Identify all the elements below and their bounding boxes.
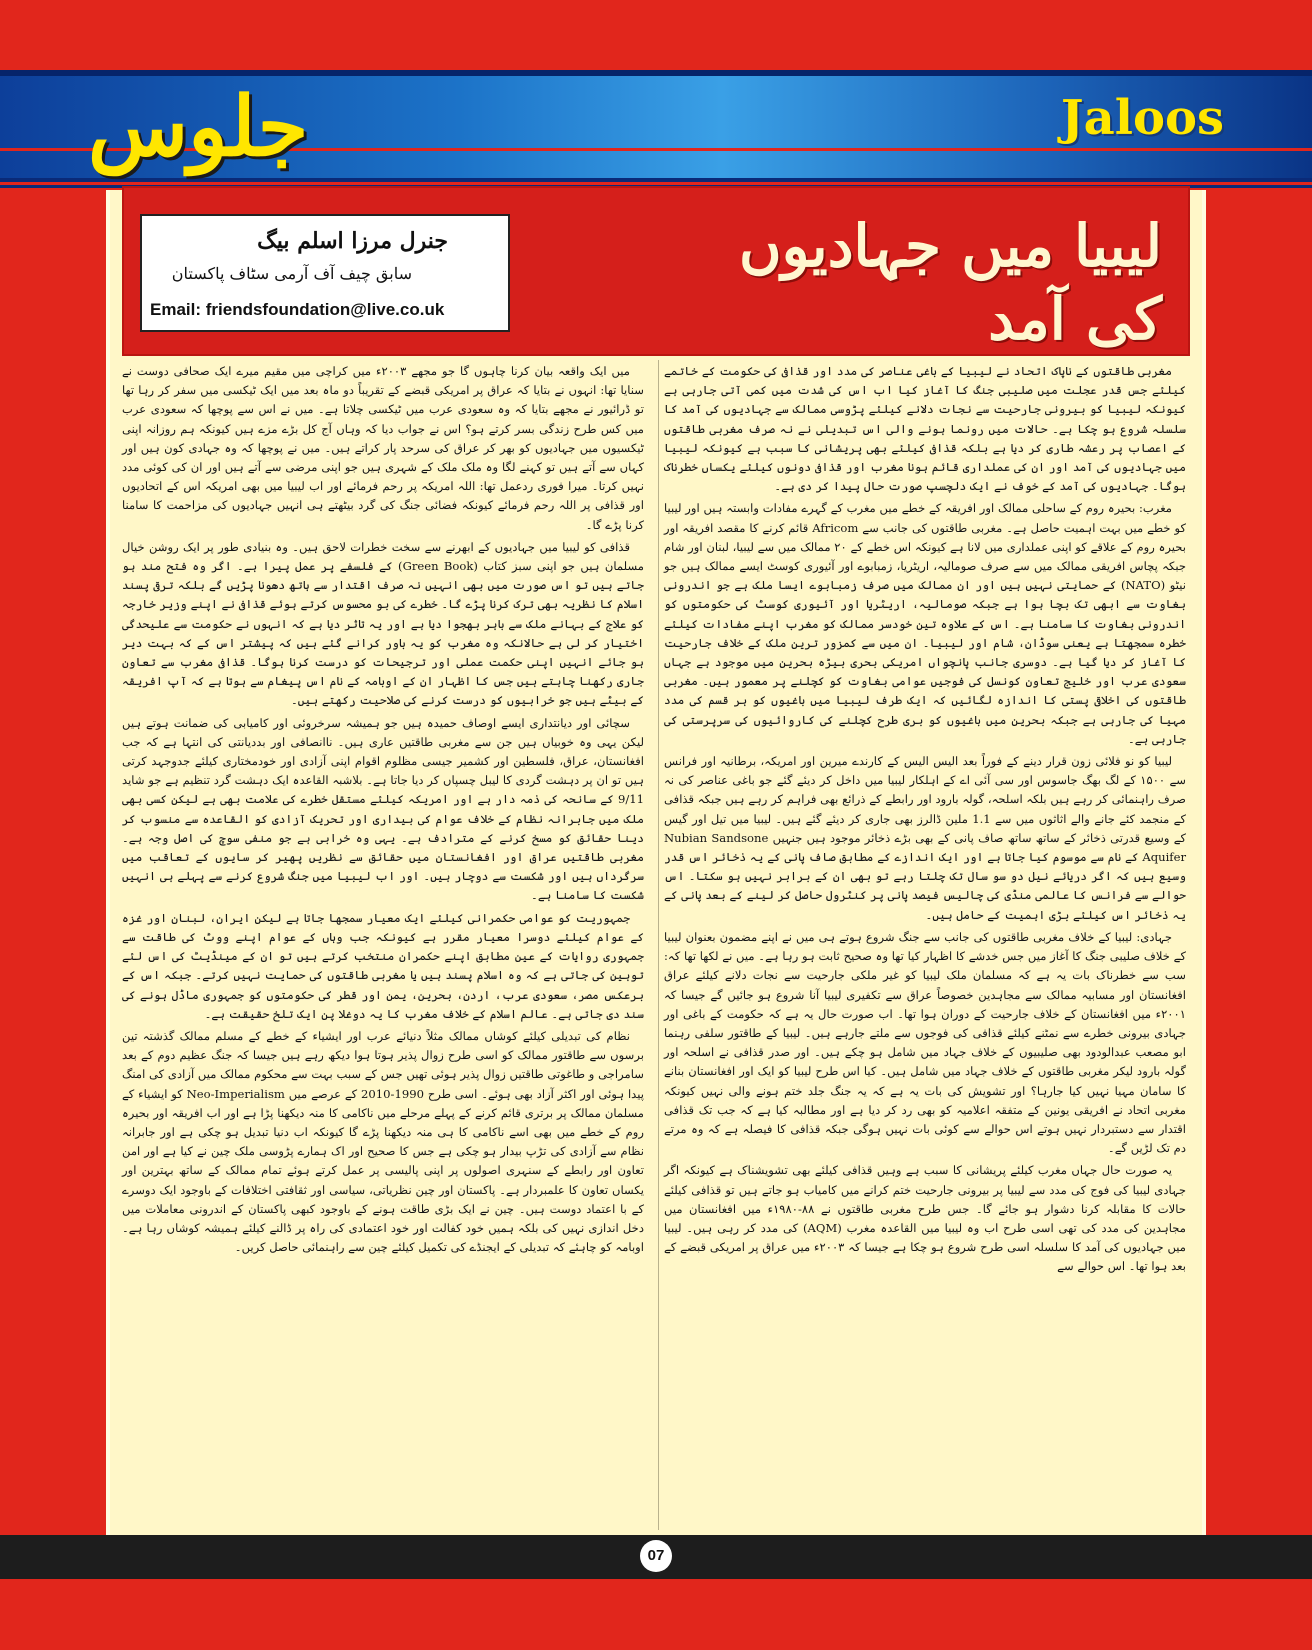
logo-urdu: جلوس	[88, 79, 309, 175]
author-title: سابق چیف آف آرمی سٹاف پاکستان	[171, 264, 412, 283]
author-email: Email: friendsfoundation@live.co.uk	[150, 300, 445, 319]
article-column-right	[664, 362, 1186, 1280]
logo-english: Jaloos	[1060, 90, 1224, 146]
article-paragraph: جمہوریت کو عوامی حکمرانی کیلئے ایک معیار سمجھا جاتا ہے لیکن ایران، لبنان اور غزہ کے عوام کیلئے دوسرا معیار مقرر ہے کیونکہ جب وہاں کے عوام اپنے ووٹ کی طاقت سے جمہوری روایات کے عین مطابق اپنے حکمران منتخب کرتے ہیں تو ان کے مینڈیٹ کی اس لئے توہین کی جاتی ہے کہ وہ اسلام پسند ہیں یا مغربی طاقتوں کی حمایت نہیں کرتے۔ جبکہ اس کے برعکس مصر، سعودی عرب، اردن، بحرین، یمن اور قطر کی حکومتوں کو جمہوری ماڈل ہونے کی سند دی جاتی ہے۔ عالم اسلام کے خلاف مغرب کا یہ دوغلا پن ایک تلخ حقیقت ہے۔	[122, 910, 644, 1021]
headline-banner	[122, 186, 1190, 356]
article-paragraph: مغربی طاقتوں کے ناپاک اتحاد نے لیبیا کے باغی عناصر کی مدد اور قذافی کی حکومت کے خاتمے کیلئے جس قدر عجلت میں صلیبی جنگ کا آغاز کیا اب اس کی شدت میں کمی آتی جارہی ہے کیونکہ لیبیا کو بیرونی جارحیت سے نجات دلانے کیلئے پڑوسی ممالک سے جہادیوں کی آمد کا سلسلہ شروع ہو چکا ہے۔ حالات میں رونما ہونے والی اس تبدیلی نے نہ صرف مغربی طاقتوں کے اعصاب پر رعشہ طاری کر دیا ہے بلکہ قذافی کیلئے بھی پریشانی کا سبب ہے کیونکہ لیبیا میں جہادیوں کی آمد اور ان کی عملداری قائم ہونا مغرب اور قذافی دونوں کیلئے یکساں خطرناک ہوگا۔ جہادیوں کی آمد کے خوف نے ایک دلچسپ صورت حال پیدا کر دی ہے۔	[664, 364, 1186, 494]
article-paragraph: جہادی: لیبیا کے خلاف مغربی طاقتوں کی جانب سے جنگ شروع ہوتے ہی میں نے اپنے مضمون بعنوان لیبیا کے خلاف صلیبی جنگ کا آغاز میں جس خدشے کا اظہار کیا تھا وہ صحیح ثابت ہو رہا ہے۔ میں نے لکھا تھا کہ: سب سے خطرناک بات یہ ہے کہ مسلمان ملک لیبیا کو غیر ملکی جارحیت سے نجات دلانے کیلئے عراق افغانستان اور مسابیہ ممالک سے مجاہدین خصوصاً عراق سے تکفیری لیبیا آنا شروع ہو جائیں گے جیسا کہ ۲۰۰۱ء میں افغانستان کے خلاف جارحیت کے دوران ہوا تھا۔ اب صورت حال یہ ہے کہ حکومت کے باغی اور جہادی بیرونی خطرے سے نمٹنے کیلئے قذافی کی فوجوں سے ملتے جارہے ہیں۔ لیبیا کے طاقتور سلفی رہنما ابو مصعب عبدالودود بھی صلیبیوں کے خلاف جہاد میں شامل ہو چکے ہیں۔ اور صدر قذافی نے اسلحہ اور گولہ بارود لیکر مغربی طاقتوں کے خلاف جہاد میں شامل ہیں۔ کیا اس طرح لیبیا کو ایک اور افغانستان بنانے کا سامان مہیا نہیں کیا جارہا؟ اور تشویش کی بات یہ ہے کہ یہ جنگ جلد ختم ہونے والی نہیں کیونکہ مغربی اتحاد نے افریقی یونین کے متفقہ اعلامیہ کو بھی رد کر دیا ہے اور مطالبہ کیا ہے کہ جب تک قذافی اقتدار سے دستبردار نہیں ہوتے اس حوالے سے کوئی بات نہیں ہوگی جبکہ قذافی کا فیصلہ ہے کہ وہ مرتے دم تک لڑیں گے۔	[664, 929, 1186, 1156]
author-name: جنرل مرزا اسلم بیگ	[257, 228, 448, 254]
article-paragraph: میں ایک واقعہ بیان کرنا چاہوں گا جو مجھے ۲۰۰۳ء میں کراچی میں مقیم میرے ایک صحافی دوست نے سنایا تھا: انہوں نے بتایا کہ عراق پر امریکی قبضے کے تقریباً دو ماہ بعد میں ایک ٹیکسی میں سفر کر رہا تھا تو ڈرائیور نے مجھے بتایا کہ وہ سعودی عرب میں ٹیکسی چلاتا ہے۔ میں نے اس سے پوچھا کہ سعودی عرب میں کس طرح زندگی بسر کرتے ہو؟ اس نے جواب دیا کہ وہاں آج کل بڑے مزے ہیں کیونکہ ہم روزانہ اپنی ٹیکسیوں میں جہادیوں کو بھر کر عراق کی سرحد پار کراتے ہیں۔ میں نے پوچھا کہ وہ جہادی کون ہیں اور کہاں سے آتے ہیں تو کہنے لگا وہ ملک ملک کے شہری ہیں جو اپنی مرضی سے آتے ہیں اور ان کی کوئی مدد نہیں کرتا۔ میرا فوری ردعمل تھا: اللہ امریکہ پر رحم فرمائے اور اب لیبیا میں بھی امریکہ اس کے اتحادیوں اور قذافی پر اللہ رحم فرمائے کیونکہ فضائی جنگ کی گرد بیٹھتے ہی انہیں جہادیوں کی مزاحمت کا سامنا کرنا پڑے گا۔	[122, 364, 644, 532]
headline-title: لیبیا میں جہادیوں کی آمد	[739, 212, 1162, 353]
article-paragraph: مغرب: بحیرہ روم کے ساحلی ممالک اور افریقہ کے خطے میں مغرب کے گہرے مفادات وابستہ ہیں اور لیبیا کو خطے میں بہت اہمیت حاصل ہے۔ مغربی طاقتوں کی جانب سے Africom قائم کرنے کا مقصد افریقہ اور بحیرہ روم کے علاقے کو اپنی عملداری میں لانا ہے کیونکہ اس خطے کے ۲۰ ممالک میں سے لیبیا، لبنان اور شام جبکہ پچاس افریقی ممالک میں سے صرف صومالیہ، اریٹریا، زمبابوے اور آئیوری کوسٹ ایسے ممالک ہیں جو نیٹو (NATO) کے حمایتی نہیں ہیں اور ان ممالک میں صرف زمبابوے ایسا ملک ہے جو اندرونی بغاوت سے ابھی تک بچا ہوا ہے جبکہ صومالیہ، اریٹریا اور آئیوری کوسٹ کی حکومتوں کو اندرونی بغاوت کا سامنا ہے۔ اس کے علاوہ تین خودسر ممالک کو مغرب اپنے مفادات کیلئے خطرہ سمجھتا ہے یعنی سوڈان، شام اور لیبیا۔ ان میں سے کمزور ترین ملک کے خلاف جارحیت کا آغاز کر دیا گیا ہے۔ دوسری جانب پانچواں امریکی بحری بیڑہ بحرین میں موجود ہے جہاں سعودی عرب اور خلیج تعاون کونسل کی فوجیں عوامی بغاوت کو کچلنے پر معمور ہیں۔ مغربی طاقتوں کی اخلاقی پستی کا اندازہ لگائیں کہ ایک طرف لیبیا میں باغیوں کو ہر قسم کی مدد مہیا کی جارہی ہے جبکہ بحرین میں باغیوں کو بری طرح کچلنے کی کاروائیوں کی سرپرستی کی جارہی ہے۔	[664, 501, 1186, 746]
article-column-left	[122, 362, 644, 1260]
masthead-stripe-top	[0, 70, 1312, 76]
article-paragraph: یہ صورت حال جہاں مغرب کیلئے پریشانی کا سبب ہے وہیں قذافی کیلئے بھی تشویشناک ہے کیونکہ اگر جہادی لیبیا کی فوج کی مدد سے لیبیا پر بیرونی جارحیت ختم کرانے میں کامیاب ہو جاتے ہیں تو قذافی کیلئے حالات کا مقابلہ کرنا دشوار ہو جائے گا۔ جس طرح مغربی طاقتوں نے ۸۸-۱۹۸۰ء میں افغانستان میں مجاہدین کی مدد کی تھی اسی طرح اب وہ لیبیا میں القاعدہ مغرب (AQM) کی مدد کر رہی ہیں۔ لیبیا میں جہادیوں کی آمد کا سلسلہ اسی طرح شروع ہو چکا ہے جیسا کہ ۲۰۰۳ء میں عراق پر امریکی قبضے کے بعد ہوا تھا۔ اس حوالے سے	[664, 1163, 1187, 1274]
article-paragraph: قذافی کو لیبیا میں جہادیوں کے ابھرنے سے سخت خطرات لاحق ہیں۔ وہ بنیادی طور پر ایک روشن خیال مسلمان ہیں جو اپنی سبز کتاب (Green Book) کے فلسفے پر عمل پیرا ہے۔ اگر وہ فتح مند ہو جاتے ہیں تو اس صورت میں بھی انہیں نہ صرف اقتدار سے ہاتھ دھونا پڑیں گے بلکہ ترقی پسند اسلام کا نظریہ بھی ترک کرنا پڑے گا۔ خطرے کی بو محسوس کرتے ہوئے قذافی نے اپنے وزیر خارجہ کو علاج کے بہانے ملک سے باہر بھجوا دیا ہے اور یہ تاثر دیا ہے کہ انہوں نے حکومت سے علیحدگی اختیار کر لی ہے حالانکہ وہ مغرب کو یہ باور کرانے گئے ہیں کہ پیشتر اس کے کہ بہت دیر ہو جائے انہیں اپنی حکمت عملی اور ترجیحات کو درست کرنا ہوگا۔ قذافی مغرب سے تعاون جاری رکھنا چاہتے ہیں جس کا اظہار ان کے اوبامہ کے نام اس پیغام سے ہوتا ہے کہ آپ افریقہ کے بیٹے ہیں جو خرابیوں کو درست کرنے کی صلاحیت رکھتے ہیں۔	[122, 539, 645, 708]
article-paragraph: لیبیا کو نو فلائی زون قرار دینے کے فوراً بعد الیس الیس کے کارندے میرین اور امریکہ، برطانیہ اور فرانس سے ۱۵۰۰ کے لگ بھگ جاسوس اور سی آئی اے کے اہلکار لیبیا میں داخل کر دیئے گئے جو باغی عناصر کی نہ صرف راہنمائی کر رہے ہیں بلکہ اسلحہ، گولہ بارود اور رابطے کے ذرائع بھی فراہم کر رہے ہیں جبکہ قذافی کے منجمد کئے جانے والے اثاثوں میں سے 1.1 ملین ڈالرز بھی جاری کر دیئے گئے ہیں۔ لیبیا میں تیل اور گیس کے وسیع قدرتی ذخائر کے ساتھ ساتھ صاف پانی کے بھی بڑے ذخائر موجود ہیں جنہیں Nubian Sandsone Aquifer کے نام سے موسوم کیا جاتا ہے اور ایک اندازے کے مطابق صاف پانی کے یہ ذخائر اس قدر وسیع ہیں کہ اگر دریائے نیل دو سو سال تک چلتا رہے تو بھی ان کے برابر نہیں ہو سکتا۔ اس حوالے سے فرانس کا عالمی منڈی کی چالیس فیصد پانی پر کنٹرول حاصل کر لینے کے بعد پانی کے یہ ذخائر اس کیلئے بڑی اہمیت کے حامل ہیں۔	[664, 754, 1187, 922]
page-number: 07	[640, 1540, 672, 1572]
article-paragraph: نظام کی تبدیلی کیلئے کوشاں ممالک مثلاً دنیائے عرب اور ایشیاء کے خطے کے مسلم ممالک گذشتہ تین برسوں سے طاقتور ممالک کو اسی طرح زوال پذیر ہوتا ہوا دیکھ رہے ہیں جیسا کہ جنگ عظیم دوم کے بعد سامراجی و طاغوتی طاقتیں زوال پذیر ہوئی تھیں جس کے سبب بہت سے محکوم ممالک میں آزادی کی امنگ پیدا ہوئی اور اکثر آزاد بھی ہوئے۔ اسی طرح 1990-2010 کے عرصے میں Neo-Imperialism کو ایشیاء کے مسلمان ممالک پر برتری قائم کرنے کے پہلے مرحلے میں ناکامی کا منہ دیکھنا پڑا ہے اور اب افریقہ اور بحیرہ روم کے خطے میں بھی اسے ناکامی کا ہی منہ دیکھنا پڑے گا کیونکہ اب دنیا تبدیل ہو چکی ہے اور جابرانہ نظام سے آزادی کی تڑپ بیدار ہو چکی ہے جس کا صحیح اور اک ہمارے پڑوسی ملک چین نے کیا ہے اور امن تعاون اور رابطے کے سنہری اصولوں پر اپنی پالیسی پر عمل کرتے ہوئے تمام ممالک کے ساتھ بہترین اور یکساں تعاون کا علمبردار ہے۔ پاکستان اور چین نظریاتی، سیاسی اور ثقافتی اختلافات کے باوجود ایک دوسرے کے با اعتماد دوست ہیں۔ چین نے ایک بڑی طاقت ہونے کے باوجود کبھی پاکستان کے اندرونی معاملات میں دخل اندازی نہیں کی بلکہ ہمیں خود کفالت اور خود اعتمادی کی راہ پر ڈالنے کیلئے ہمیشہ کوشاں رہا ہے۔ اوبامہ کو چاہئے کہ تبدیلی کے ایجنڈے کی تکمیل کیلئے چین سے راہنمائی حاصل کریں۔	[122, 1028, 644, 1255]
article-paragraph: سچائی اور دیانتداری ایسے اوصاف حمیدہ ہیں جو ہمیشہ سرخروئی اور کامیابی کی ضمانت ہوتے ہیں لیکن یہی وہ خوبیاں ہیں جن سے مغربی طاقتیں عاری ہیں۔ ناانصافی اور بددیانتی کی انتہا ہے کہ جب افغانستان، عراق، فلسطین اور کشمیر جیسی مظلوم اقوام اپنی آزادی اور خودمختاری کیلئے جدوجہد کرتی ہیں تو ان پر دہشت گردی کا لیبل چسپاں کر دیا جاتا ہے۔ بلاشبہ القاعدہ ایک دہشت گرد تنظیم ہے جو شاید 9/11 کے سانحہ کی ذمہ دار ہے اور امریکہ کیلئے مستقل خطرے کی علامت بھی ہے لیکن کسی بھی ملک میں جابرانہ نظام کے خلاف عوام کی بیداری اور تحریک آزادی کو القاعدہ سے منسوب کر دینا حقائق کو مسخ کرنے کے مترادف ہے۔ یہی وہ خرابی ہے جو منفی سوچ کی اصل وجہ ہے۔ مغربی طاقتیں عراق اور افغانستان میں حقائق سے نظریں پھیر کر سایوں کے تعاقب میں سرگرداں ہیں اور شکست سے دوچار ہیں۔ اور اب لیبیا میں جنگ شروع کرنے سے پہلے ہی انہیں شکست کا سامنا ہے۔	[122, 715, 644, 903]
column-divider	[658, 360, 659, 1530]
byline-box	[140, 214, 510, 332]
